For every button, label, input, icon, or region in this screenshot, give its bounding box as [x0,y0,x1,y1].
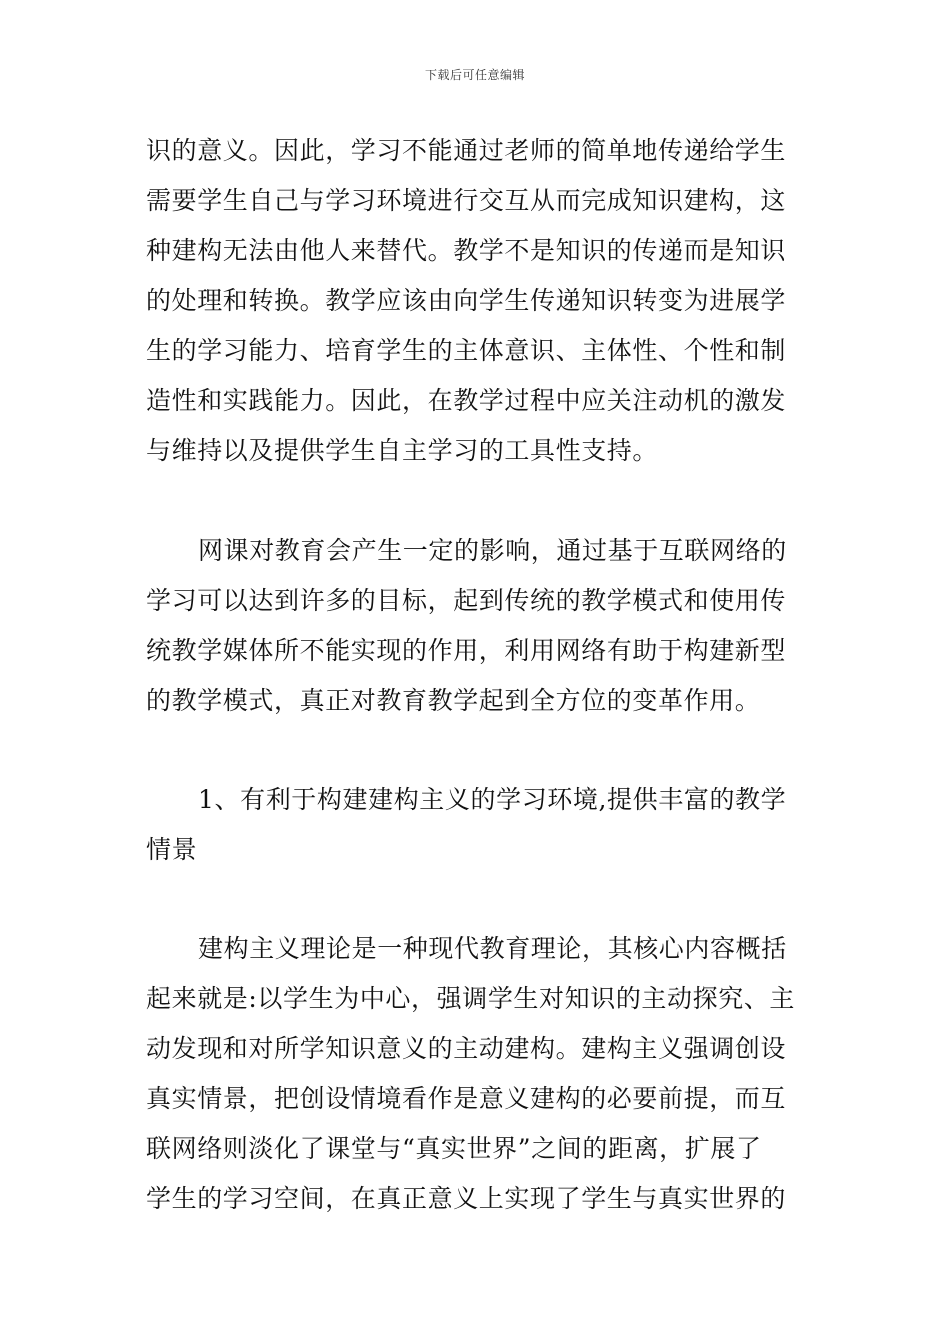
text-line: 统教学媒体所不能实现的作用，利用网络有助于构建新型 [146,636,787,665]
heading-line: 情景 [146,835,198,864]
text-line: 网课对教育会产生一定的影响，通过基于互联网络的 [198,536,787,565]
text-line: 与维持以及提供学生自主学习的工具性支持。 [146,436,659,465]
page-header-note: 下载后可任意编辑 [424,68,525,82]
paragraph-3 [146,924,810,1224]
text-line: 联网络则淡化了课堂与“真实世界”之间的距离，扩展了 [146,1134,762,1163]
text-line: 的教学模式，真正对教育教学起到全方位的变革作用。 [146,686,761,715]
document-body [146,126,810,1224]
section-heading [146,775,810,875]
text-line: 建构主义理论是一种现代教育理论，其核心内容概括 [198,934,787,963]
paragraph-1 [146,126,810,476]
paragraph-2 [146,526,810,726]
text-line: 种建构无法由他人来替代。教学不是知识的传递而是知识 [146,236,787,265]
heading-line: 1、有利于构建建构主义的学习环境,提供丰富的教学 [198,785,787,814]
text-line: 学习可以达到许多的目标，起到传统的教学模式和使用传 [146,586,787,615]
text-line: 起来就是:以学生为中心，强调学生对知识的主动探究、主 [146,984,796,1013]
text-line: 学生的学习空间，在真正意义上实现了学生与真实世界的 [146,1184,787,1213]
text-line: 需要学生自己与学习环境进行交互从而完成知识建构，这 [146,186,787,215]
text-line: 造性和实践能力。因此，在教学过程中应关注动机的激发 [146,386,787,415]
text-line: 动发现和对所学知识意义的主动建构。建构主义强调创设 [146,1034,787,1063]
text-line: 生的学习能力、培育学生的主体意识、主体性、个性和制 [146,336,787,365]
text-line: 的处理和转换。教学应该由向学生传递知识转变为进展学 [146,286,787,315]
text-line: 识的意义。因此，学习不能通过老师的简单地传递给学生 [146,136,787,165]
text-line: 真实情景，把创设情境看作是意义建构的必要前提，而互 [146,1084,787,1113]
